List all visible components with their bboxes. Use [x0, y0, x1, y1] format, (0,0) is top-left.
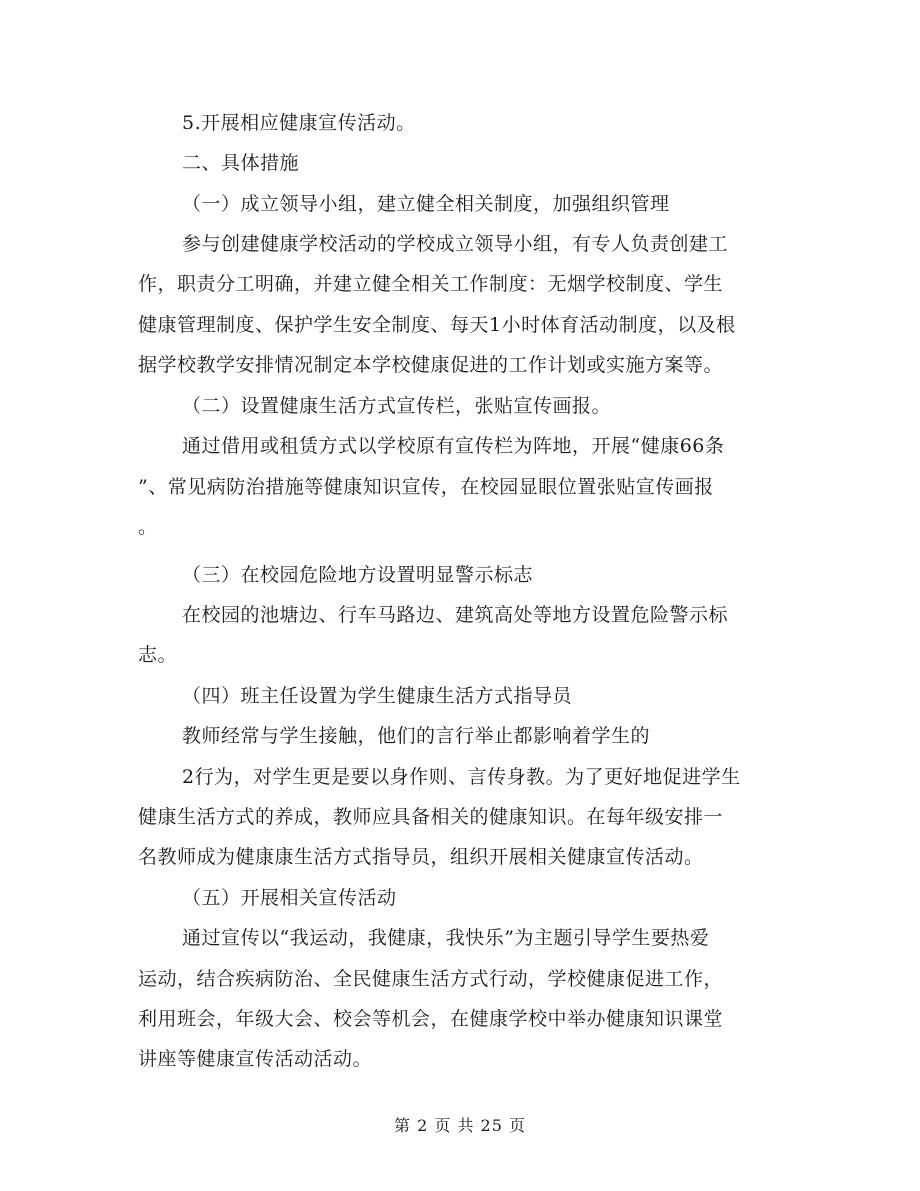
subsection-heading: （三）在校园危险地方设置明显警示标志: [182, 564, 534, 586]
text-line: 讲座等健康宣传活动活动。: [138, 1048, 373, 1070]
text-line: 。: [138, 516, 158, 538]
text-line: 通过宣传以“我运动，我健康，我快乐”为主题引导学生要热爱: [182, 927, 710, 949]
text-line: 健康管理制度、保护学生安全制度、每天1小时体育活动制度，以及根: [138, 314, 736, 336]
text-line: 名教师成为健康康生活方式指导员，组织开展相关健康宣传活动。: [138, 846, 704, 868]
text-line: 5.开展相应健康宣传活动。: [182, 112, 416, 134]
text-line: 据学校教学安排情况制定本学校健康促进的工作计划或实施方案等。: [138, 354, 724, 376]
text-line: 作，职责分工明确，并建立健全相关工作制度：无烟学校制度、学生: [138, 273, 724, 295]
text-line: 利用班会，年级大会、校会等机会，在健康学校中举办健康知识课堂: [138, 1008, 724, 1030]
text-line: 教师经常与学生接触，他们的言行举止都影响着学生的: [182, 725, 651, 747]
text-line: 参与创建健康学校活动的学校成立领导小组，有专人负责创建工: [182, 233, 729, 255]
subsection-heading: （一）成立领导小组，建立健全相关制度，加强组织管理: [182, 193, 670, 215]
subsection-heading: （二）设置健康生活方式宣传栏，张贴宣传画报。: [182, 395, 612, 417]
text-line: ”、常见病防治措施等健康知识宣传，在校园显眼位置张贴宣传画报: [138, 476, 714, 498]
page-footer: 第 2 页 共 25 页: [394, 1116, 526, 1135]
text-line: 通过借用或租赁方式以学校原有宣传栏为阵地，开展“健康66条: [182, 435, 725, 457]
subsection-heading: （四）班主任设置为学生健康生活方式指导员: [182, 685, 573, 707]
section-heading: 二、具体措施: [182, 152, 300, 174]
text-line: 运动，结合疾病防治、全民健康生活方式行动，学校健康促进工作，: [138, 968, 724, 990]
text-line: 在校园的池塘边、行车马路边、建筑高处等地方设置危险警示标: [182, 604, 729, 626]
subsection-heading: （五）开展相关宣传活动: [182, 887, 397, 909]
text-line: 健康生活方式的养成，教师应具备相关的健康知识。在每年级安排一: [138, 806, 724, 828]
text-line: 2行为，对学生更是要以身作则、言传身教。为了更好地促进学生: [182, 766, 741, 788]
text-line: 志。: [138, 644, 178, 666]
